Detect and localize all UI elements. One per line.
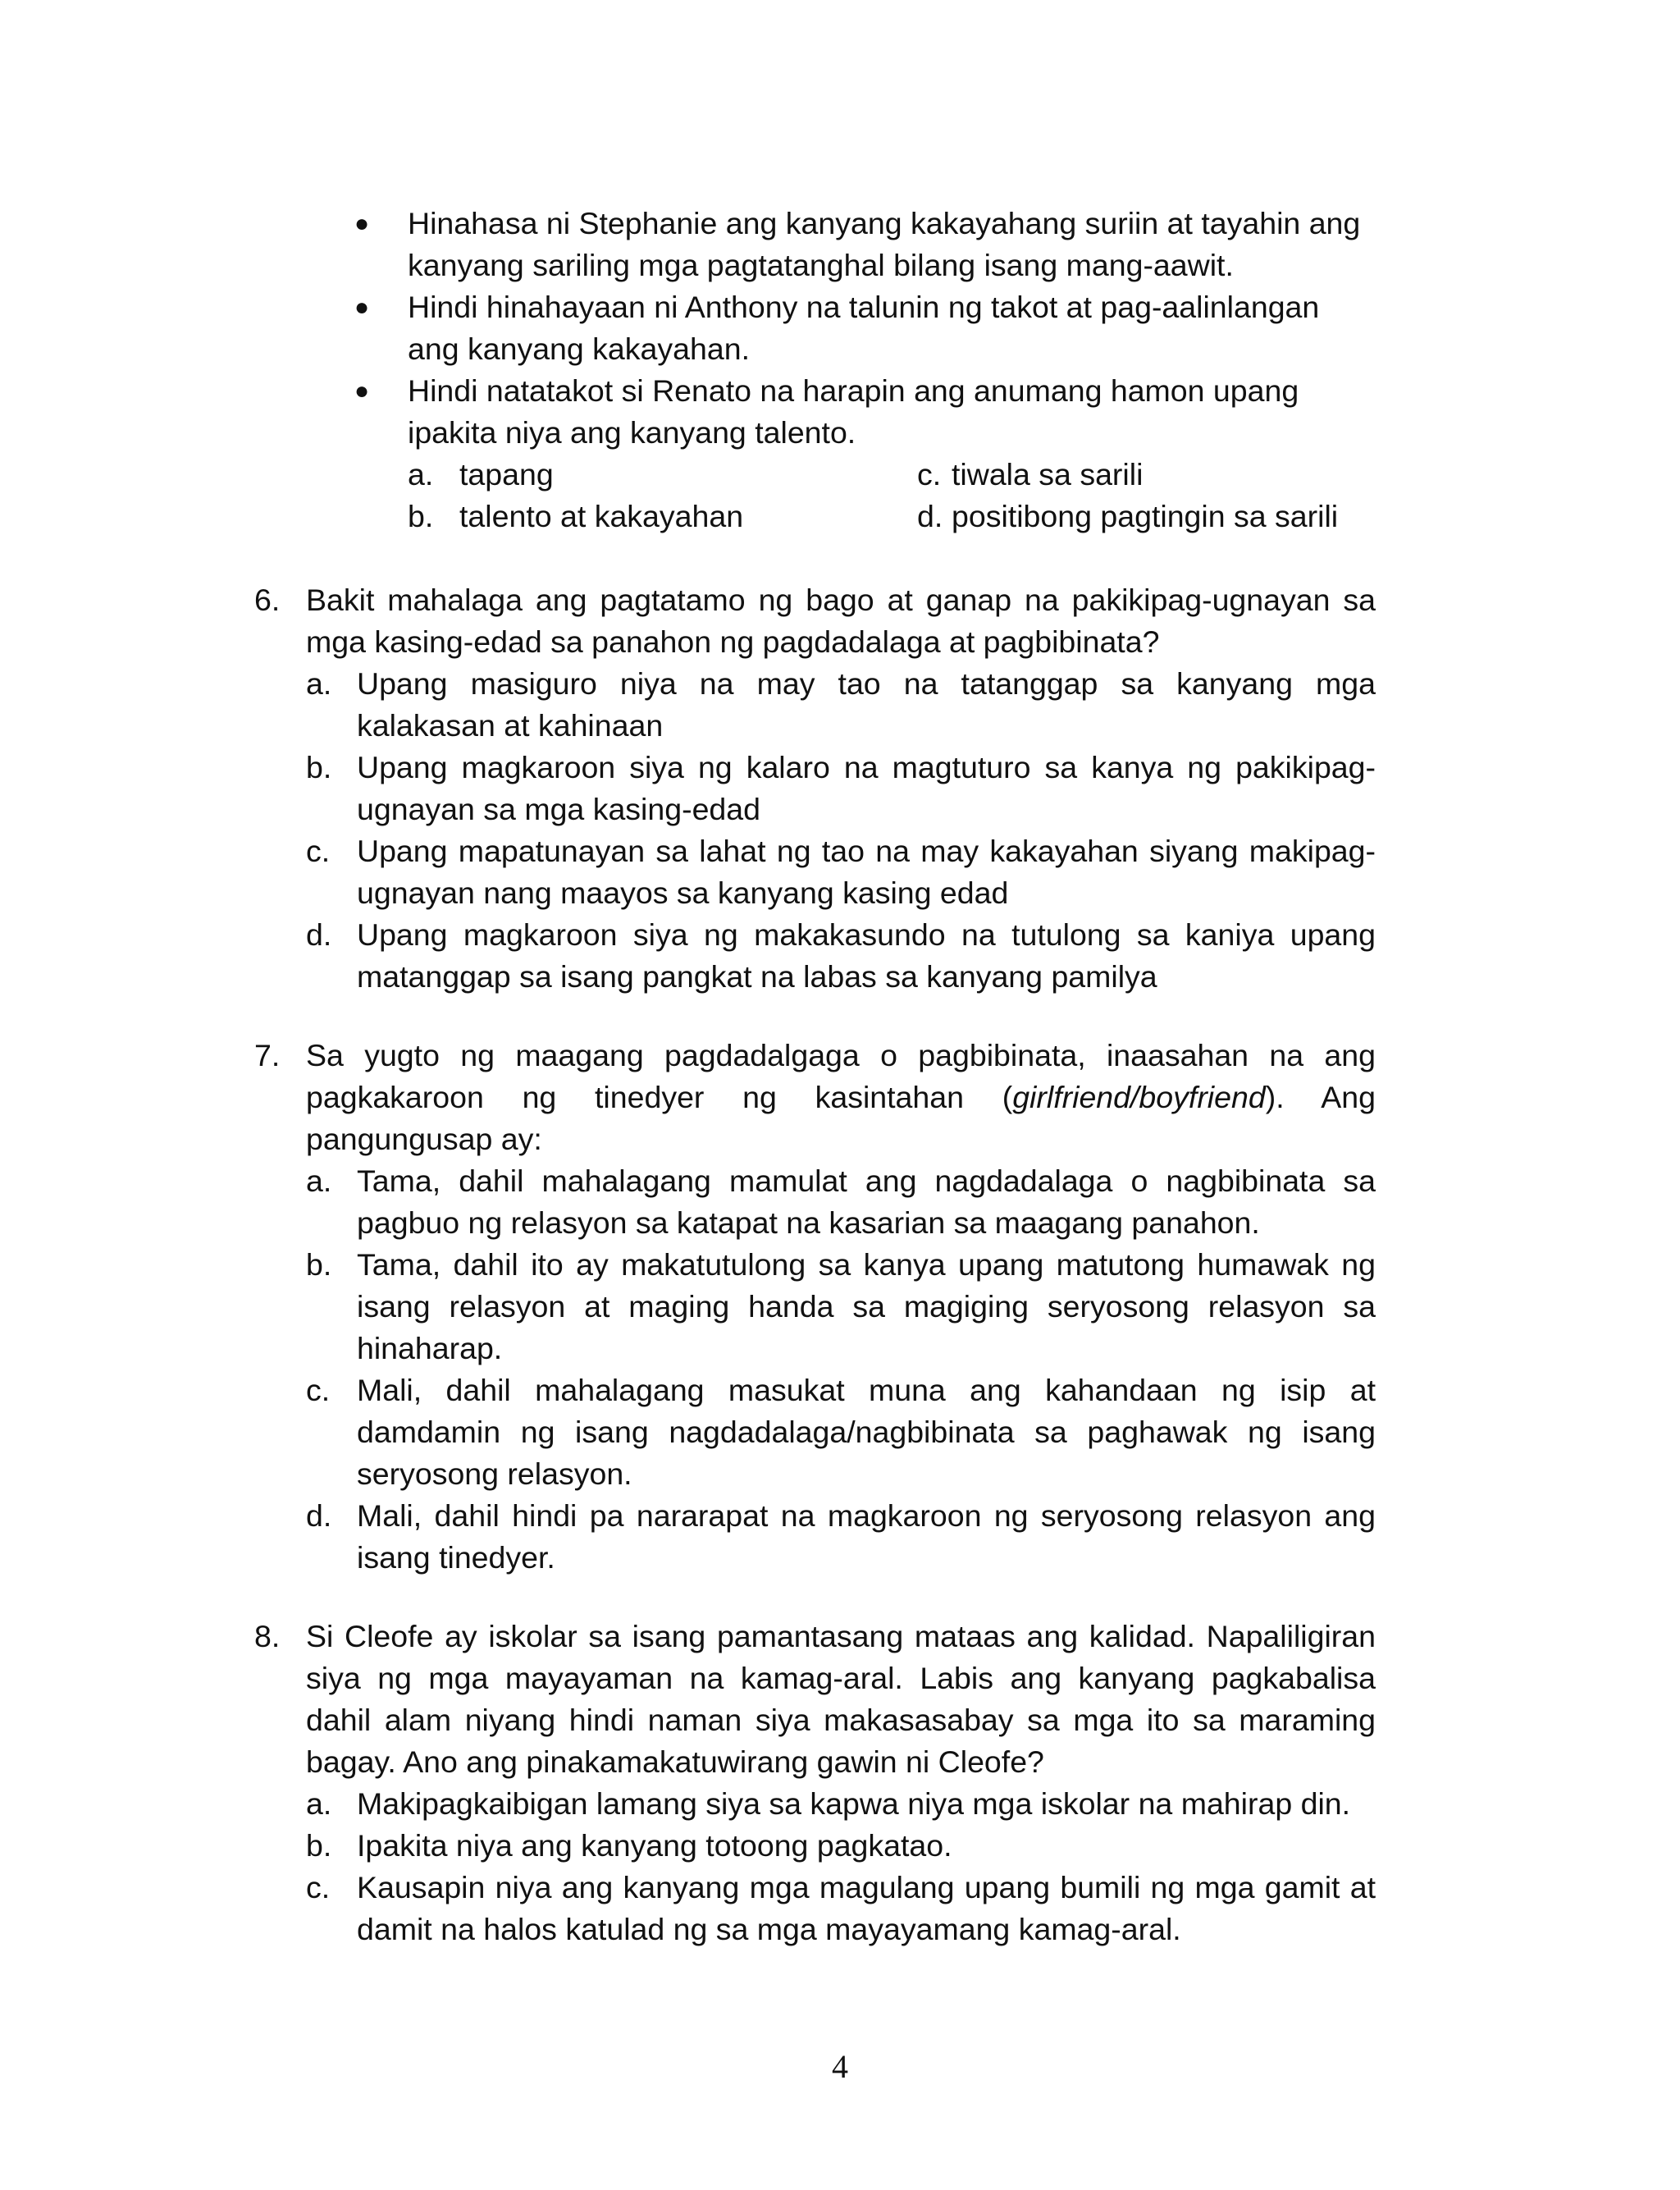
choice-line: Upang magkaroon siya ng kalaro na magtuturo sa kanya ng pakikipag- <box>357 750 1376 784</box>
choice-text: tapang <box>459 457 554 491</box>
choice-text <box>357 1867 1376 1950</box>
choice-line: Tama, dahil ito ay makatutulong sa kanya upang matutong humawak ng <box>357 1247 1376 1282</box>
choice-letter: a. <box>408 457 434 491</box>
choice-text: talento at kakayahan <box>459 499 744 533</box>
choice-text <box>357 1783 1376 1825</box>
question-text-italic: girlfriend/boyfriend <box>1012 1080 1266 1114</box>
question-line <box>306 1077 1376 1118</box>
choice-text <box>357 663 1376 747</box>
question-line: mga kasing-edad sa panahon ng pagdadalaga at pagbibinata? <box>306 624 1160 659</box>
choice-text <box>357 914 1376 998</box>
page-number: 4 <box>832 2048 848 2085</box>
bullet-icon: ● <box>354 294 370 321</box>
question-text <box>306 1616 1376 1783</box>
choice-line: isang relasyon at maging handa sa magiging seryosong relasyon sa <box>357 1289 1376 1324</box>
choice-text: tiwala sa sarili <box>952 457 1144 491</box>
choice-line: ugnayan sa mga kasing-edad <box>357 792 761 826</box>
choice-letter: a. <box>306 1786 332 1821</box>
bullet-line: ang kanyang kakayahan. <box>408 331 750 366</box>
choice-line: pagbuo ng relasyon sa katapat na kasarian sa maagang panahon. <box>357 1205 1260 1240</box>
choice-letter: d. <box>306 1498 332 1533</box>
choice-line: Mali, dahil mahalagang masukat muna ang kahandaan ng isip at <box>357 1373 1376 1407</box>
choice-line: Kausapin niya ang kanyang mga magulang upang bumili ng mga gamit at <box>357 1870 1376 1904</box>
question-line: bagay. Ano ang pinakamakatuwirang gawin ni Cleofe? <box>306 1744 1044 1779</box>
choice-letter: c. <box>306 834 331 868</box>
choice-line: Upang masiguro niya na may tao na tatanggap sa kanyang mga <box>357 666 1376 701</box>
choice-line: Tama, dahil mahalagang mamulat ang nagdadalaga o nagbibinata sa <box>357 1164 1376 1198</box>
bullet-line: Hindi natatakot si Renato na harapin ang anumang hamon upang <box>408 373 1299 408</box>
choice-letter: a. <box>306 666 332 701</box>
question-line: dahil alam niyang hindi naman siya makasasabay sa mga ito sa maraming <box>306 1703 1376 1737</box>
choice-line: hinaharap. <box>357 1331 503 1365</box>
bullet-line: Hinahasa ni Stephanie ang kanyang kakayahang suriin at tayahin ang <box>408 206 1361 240</box>
question-line: siya ng mga mayayaman na kamag-aral. Labis ang kanyang pagkabalisa <box>306 1661 1376 1695</box>
bullet-line: Hindi hinahayaan ni Anthony na talunin ng takot at pag-aalinlangan <box>408 290 1320 324</box>
choice-letter: c. <box>306 1870 331 1904</box>
choice-letter: b. <box>306 1828 332 1863</box>
question-line: Bakit mahalaga ang pagtatamo ng bago at ganap na pakikipag-ugnayan sa <box>306 583 1376 617</box>
choice-letter: a. <box>306 1164 332 1198</box>
bullet-item <box>408 370 1384 454</box>
bullet-line: ipakita niya ang kanyang talento. <box>408 415 856 450</box>
choice-line: isang tinedyer. <box>357 1540 555 1575</box>
choice-line: matanggap sa isang pangkat na labas sa kanyang pamilya <box>357 959 1157 994</box>
bullet-line: kanyang sariling mga pagtatanghal bilang isang mang-aawit. <box>408 248 1234 282</box>
question-text <box>306 579 1376 663</box>
choice-line: Upang mapatunayan sa lahat ng tao na may kakayahan siyang makipag- <box>357 834 1376 868</box>
choice-text <box>357 1495 1376 1579</box>
choice-letter: d. <box>306 917 332 952</box>
choice-letter: c. <box>306 1373 331 1407</box>
choice-text <box>357 1244 1376 1369</box>
bullet-item <box>408 203 1384 286</box>
choice-text <box>357 1825 1376 1867</box>
choice-text <box>357 830 1376 914</box>
question-text-segment: ). Ang <box>1265 1080 1376 1114</box>
choice-line: ugnayan nang maayos sa kanyang kasing edad <box>357 876 1009 910</box>
bullet-icon: ● <box>354 210 370 237</box>
choice-letter: c. <box>917 457 942 491</box>
choice-line: kalakasan at kahinaan <box>357 708 664 743</box>
bullet-icon: ● <box>354 377 370 405</box>
question-text-segment: pagkakaroon ng tinedyer ng kasintahan ( <box>306 1080 1013 1114</box>
question-line: pangungusap ay: <box>306 1122 542 1156</box>
question-line: Si Cleofe ay iskolar sa isang pamantasang mataas ang kalidad. Napaliligiran <box>306 1619 1376 1653</box>
choice-letter: d. <box>917 499 943 533</box>
choice-text <box>357 747 1376 830</box>
choice-line: Mali, dahil hindi pa nararapat na magkaroon ng seryosong relasyon ang <box>357 1498 1376 1533</box>
choice-line: Ipakita niya ang kanyang totoong pagkatao. <box>357 1828 952 1863</box>
choice-letter: b. <box>306 750 332 784</box>
choice-line: Upang magkaroon siya ng makakasundo na tutulong sa kaniya upang <box>357 917 1376 952</box>
question-number: 8. <box>254 1619 281 1653</box>
choice-line: seryosong relasyon. <box>357 1456 632 1491</box>
question-number: 7. <box>254 1038 281 1072</box>
choice-line: damdamin ng isang nagdadalaga/nagbibinata sa paghawak ng isang <box>357 1415 1376 1449</box>
choice-text: positibong pagtingin sa sarili <box>952 499 1339 533</box>
question-line: Sa yugto ng maagang pagdadalgaga o pagbibinata, inaasahan na ang <box>306 1038 1376 1072</box>
question-text <box>306 1035 1376 1160</box>
choice-text <box>357 1369 1376 1495</box>
choice-text <box>357 1160 1376 1244</box>
choice-letter: b. <box>408 499 434 533</box>
question-number: 6. <box>254 583 281 617</box>
bullet-item <box>408 286 1384 370</box>
choice-line: Makipagkaibigan lamang siya sa kapwa niya mga iskolar na mahirap din. <box>357 1786 1351 1821</box>
choice-line: damit na halos katulad ng sa mga mayayamang kamag-aral. <box>357 1912 1181 1946</box>
choice-letter: b. <box>306 1247 332 1282</box>
